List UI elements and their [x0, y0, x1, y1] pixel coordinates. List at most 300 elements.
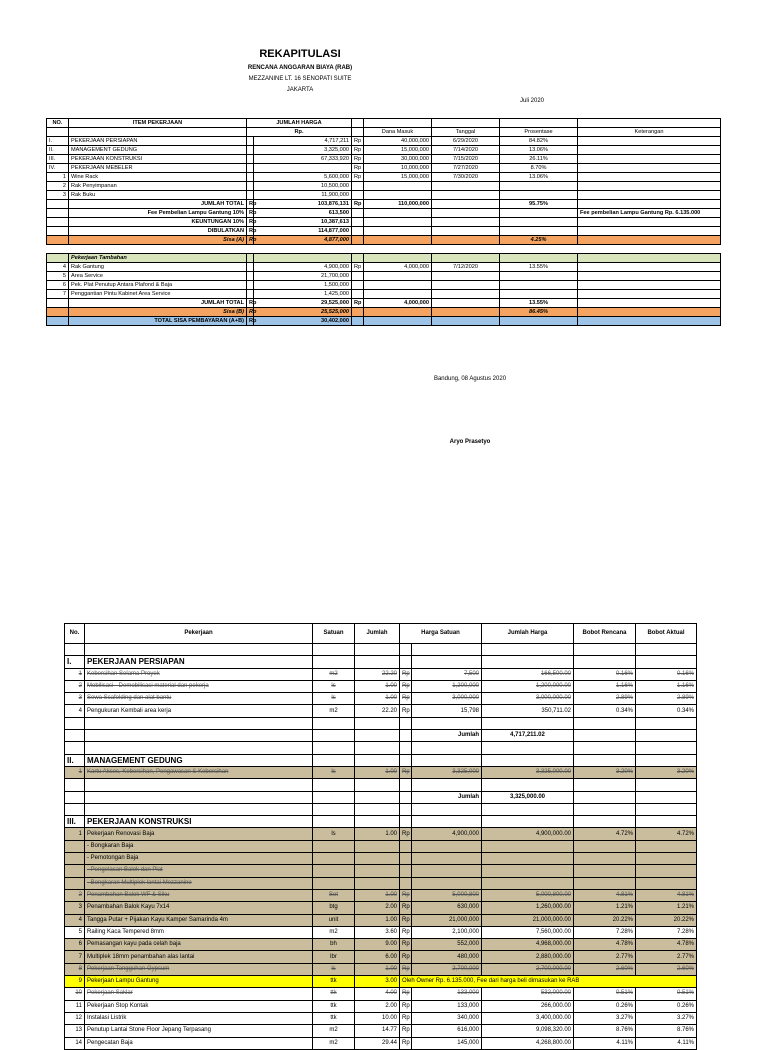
item-rp: [400, 840, 412, 852]
empty-cell: [313, 754, 355, 766]
item-rp: Rp: [400, 680, 412, 692]
item-plan-weight: 0.26%: [574, 1000, 636, 1012]
row-note: [578, 272, 721, 281]
item-total: [482, 853, 574, 865]
empty-cell: [355, 791, 400, 803]
sum-label: Sisa (A): [69, 236, 247, 245]
item-unit: ttk: [313, 988, 355, 1000]
sum-dana: 4,000,000: [364, 299, 432, 308]
row-amount: 67,333,920: [254, 155, 352, 164]
sum-pct: [500, 218, 578, 227]
row-dana: 40,000,000: [364, 137, 432, 146]
col-date: Tanggal: [432, 128, 500, 137]
recap-sisa-a-row: [47, 236, 721, 245]
row-amount: 4,900,000: [254, 263, 352, 272]
item-no: 8: [65, 963, 85, 975]
item-unit: m2: [313, 1025, 355, 1037]
sum-dana-rp: [352, 227, 364, 236]
row-amount: 1,425,000: [254, 290, 352, 299]
detail-item-row: [65, 877, 697, 889]
recap-extra-total-row: [47, 299, 721, 308]
item-total: [482, 865, 574, 877]
sum-pct: 4.25%: [500, 236, 578, 245]
sum-date: [432, 209, 500, 218]
item-name: Pengukuran Kembali area kerja: [85, 705, 313, 717]
col-item: [69, 128, 247, 137]
row-rp: [247, 182, 254, 191]
project-address: MEZZANINE LT. 16 SENOPATI SUITE: [248, 76, 352, 82]
sum-rp: Rp: [247, 299, 254, 308]
row-amount: 5,600,000: [254, 173, 352, 182]
detail-blank-row: [65, 717, 697, 729]
empty-cell: [412, 754, 482, 766]
item-no: 3: [65, 902, 85, 914]
sum-label: Sisa (B): [69, 308, 247, 317]
empty-cell: [355, 730, 400, 742]
row-date: 7/27/2020: [432, 164, 500, 173]
detail-section-row: [65, 656, 697, 668]
sum-no: [47, 308, 69, 317]
sum-dana: [364, 218, 432, 227]
row-pct: [500, 182, 578, 191]
item-note: Oleh Owner Rp. 6.135.000, Fee dari harga beli dimasukan ke RAB: [400, 976, 697, 988]
row-dana: 4,000,000: [364, 263, 432, 272]
empty-cell: [65, 730, 85, 742]
item-rp: Rp: [400, 889, 412, 901]
row-dana-rp: Rp: [352, 164, 364, 173]
detail-item-row: [65, 1012, 697, 1024]
row-rp: [247, 137, 254, 146]
item-name: Penutup Lantai Stone Floor Jepang Terpasang: [85, 1025, 313, 1037]
detail-section-row: [65, 816, 697, 828]
item-rp: Rp: [400, 963, 412, 975]
detail-table: [64, 623, 697, 1050]
section-title: PEKERJAAN KONSTRUKSI: [85, 816, 313, 828]
empty-cell: [636, 644, 697, 656]
item-unit: lbr: [313, 951, 355, 963]
sum-no: [47, 209, 69, 218]
item-total: 3,325,000.00: [482, 766, 574, 778]
col-actual-weight: Bobot Aktual: [636, 624, 697, 644]
empty-cell: [574, 717, 636, 729]
sum-amount: 4,877,000: [254, 236, 352, 245]
col-date: [432, 119, 500, 128]
empty-cell: [412, 656, 482, 668]
item-name: Kartu Akses, Kebersihan, Pengawasan & Kebersihan: [85, 766, 313, 778]
item-no: 1: [65, 766, 85, 778]
row-pct: 13.06%: [500, 173, 578, 182]
item-qty: 2.00: [355, 902, 400, 914]
item-qty: 1.00: [355, 766, 400, 778]
detail-sum-row: [65, 730, 697, 742]
item-no: [65, 865, 85, 877]
item-name: Pekerjaan Renovasi Baja: [85, 828, 313, 840]
col-gap: [352, 119, 364, 128]
recap-sisa-b-row: [47, 308, 721, 317]
sum-note: Fee pembelian Lampu Gantung Rp. 6.135.000: [578, 209, 721, 218]
sum-dana: [364, 308, 432, 317]
empty-cell: [412, 742, 482, 754]
item-plan-weight: 4.81%: [574, 889, 636, 901]
item-rp: Rp: [400, 693, 412, 705]
item-qty: 2.00: [355, 1000, 400, 1012]
item-qty: 1.00: [355, 963, 400, 975]
row-dana-rp: Rp: [352, 263, 364, 272]
row-item: Area Service: [69, 272, 247, 281]
col-unit: Satuan: [313, 624, 355, 644]
row-dana: [364, 290, 432, 299]
item-price: 3,325,000: [412, 766, 482, 778]
item-unit: [313, 877, 355, 889]
empty-cell: [355, 644, 400, 656]
empty-cell: [313, 816, 355, 828]
row-item: Rak Gantung: [69, 263, 247, 272]
item-price: 21,000,000: [412, 914, 482, 926]
empty-cell: [355, 656, 400, 668]
item-actual-weight: 4.78%: [636, 939, 697, 951]
item-total: 4,268,800.00: [482, 1037, 574, 1049]
row-dana: 30,000,000: [364, 155, 432, 164]
item-total: 1,260,000.00: [482, 902, 574, 914]
item-name: - Pemotongan Baja: [85, 853, 313, 865]
empty-cell: [482, 779, 574, 791]
recap-rounded-row: [47, 227, 721, 236]
item-unit: ls: [313, 766, 355, 778]
row-date: [432, 182, 500, 191]
item-name: Kebersihan Selama Proyek: [85, 668, 313, 680]
item-name: Railing Kaca Tempered 8mm: [85, 926, 313, 938]
col-dana: Dana Masuk: [364, 128, 432, 137]
item-rp: Rp: [400, 939, 412, 951]
item-price: 340,000: [412, 1012, 482, 1024]
col-total: Jumlah Harga: [482, 624, 574, 644]
empty-cell: [65, 742, 85, 754]
sum-date: [432, 317, 500, 326]
row-note: [578, 182, 721, 191]
detail-blank-row: [65, 742, 697, 754]
item-qty: 22.20: [355, 668, 400, 680]
row-amount: 3,325,000: [254, 146, 352, 155]
row-no: 6: [47, 281, 69, 290]
item-rp: Rp: [400, 926, 412, 938]
sum-dana: 110,000,000: [364, 200, 432, 209]
sum-amount: 30,402,000: [254, 317, 352, 326]
empty-cell: [313, 644, 355, 656]
item-rp: Rp: [400, 902, 412, 914]
recap-row: [47, 146, 721, 155]
item-plan-weight: 7.28%: [574, 926, 636, 938]
extra-empty: [352, 254, 364, 263]
row-date: 6/29/2020: [432, 137, 500, 146]
item-qty: 3.60: [355, 926, 400, 938]
detail-item-row: [65, 840, 697, 852]
recap-row: [47, 137, 721, 146]
recap-row: [47, 191, 721, 200]
row-note: [578, 191, 721, 200]
item-rp: Rp: [400, 668, 412, 680]
sum-amount: 25,525,000: [254, 308, 352, 317]
item-unit: m2: [313, 1037, 355, 1049]
sum-pct: [500, 227, 578, 236]
sum-note: [578, 299, 721, 308]
detail-item-row: [65, 693, 697, 705]
row-no: III.: [47, 155, 69, 164]
item-price: [412, 877, 482, 889]
recap-profit-row: [47, 218, 721, 227]
row-dana: 10,000,000: [364, 164, 432, 173]
item-price: 2,700,000: [412, 963, 482, 975]
row-no: 1: [47, 173, 69, 182]
item-total: 7,560,000.00: [482, 926, 574, 938]
row-rp: [247, 281, 254, 290]
item-qty: [355, 853, 400, 865]
row-rp: [247, 155, 254, 164]
item-no: 5: [65, 926, 85, 938]
item-unit: [313, 853, 355, 865]
row-pct: 26.11%: [500, 155, 578, 164]
item-rp: Rp: [400, 766, 412, 778]
item-actual-weight: 2.77%: [636, 951, 697, 963]
row-item: PEKERJAAN PERSIAPAN: [69, 137, 247, 146]
item-plan-weight: 0.34%: [574, 705, 636, 717]
row-dana-rp: [352, 281, 364, 290]
col-pct: [500, 119, 578, 128]
row-pct: [500, 281, 578, 290]
item-no: 4: [65, 914, 85, 926]
item-qty: [355, 865, 400, 877]
sum-dana: [364, 317, 432, 326]
item-name: Pekerjaan Lampu Gantung: [85, 976, 313, 988]
item-qty: 29.44: [355, 1037, 400, 1049]
row-no: 4: [47, 263, 69, 272]
detail-item-row: [65, 988, 697, 1000]
item-price: 15,798: [412, 705, 482, 717]
item-actual-weight: 3.20%: [636, 766, 697, 778]
item-price: 552,000: [412, 939, 482, 951]
empty-cell: [355, 742, 400, 754]
empty-cell: [574, 816, 636, 828]
item-name: Instalasi Listrik: [85, 1012, 313, 1024]
item-unit: bh: [313, 939, 355, 951]
sum-date: [432, 308, 500, 317]
empty-cell: [636, 816, 697, 828]
recap-row: [47, 182, 721, 191]
row-pct: [500, 290, 578, 299]
empty-cell: [400, 791, 412, 803]
item-name: Pekerjaan Saklar: [85, 988, 313, 1000]
recap-grand-total-row: [47, 317, 721, 326]
item-plan-weight: 3.20%: [574, 766, 636, 778]
item-unit: [313, 865, 355, 877]
item-unit: m2: [313, 926, 355, 938]
item-total: 2,880,000.00: [482, 951, 574, 963]
row-date: [432, 191, 500, 200]
item-total: 3,400,000.00: [482, 1012, 574, 1024]
row-no: II.: [47, 146, 69, 155]
recap-header-row: [47, 119, 721, 128]
row-dana: 15,000,000: [364, 146, 432, 155]
empty-cell: [355, 754, 400, 766]
item-total: 5,000,800.00: [482, 889, 574, 901]
col-plan-weight: Bobot Rencana: [574, 624, 636, 644]
sum-label: Jumlah: [412, 730, 482, 742]
item-total: 532,000.00: [482, 988, 574, 1000]
empty-cell: [636, 779, 697, 791]
empty-cell: [636, 803, 697, 815]
item-plan-weight: [574, 865, 636, 877]
row-date: 7/12/2020: [432, 263, 500, 272]
row-item: Rak Buku: [69, 191, 247, 200]
section-no: II.: [65, 754, 85, 766]
col-item: ITEM PEKERJAAN: [69, 119, 247, 128]
empty-cell: [313, 742, 355, 754]
detail-section-row: [65, 754, 697, 766]
sum-no: [47, 317, 69, 326]
sum-note: [578, 218, 721, 227]
row-item: PEKERJAAN KONSTRUKSI: [69, 155, 247, 164]
item-unit: m2: [313, 668, 355, 680]
sum-rp: Rp: [247, 209, 254, 218]
sum-dana-rp: [352, 317, 364, 326]
empty-cell: [85, 730, 313, 742]
item-total: 4,900,000.00: [482, 828, 574, 840]
sum-amount: 29,525,000: [254, 299, 352, 308]
item-plan-weight: 2.89%: [574, 693, 636, 705]
empty-cell: [85, 644, 313, 656]
item-unit: [313, 840, 355, 852]
extra-empty: [578, 254, 721, 263]
item-actual-weight: [636, 877, 697, 889]
item-total: 3,000,000.00: [482, 693, 574, 705]
sum-label: JUMLAH TOTAL: [69, 200, 247, 209]
row-note: [578, 146, 721, 155]
detail-item-row: [65, 1025, 697, 1037]
row-amount: 10,500,000: [254, 182, 352, 191]
item-plan-weight: [574, 877, 636, 889]
item-actual-weight: 8.76%: [636, 1025, 697, 1037]
col-unit-price: Harga Satuan: [400, 624, 482, 644]
empty-cell: [574, 803, 636, 815]
detail-header-row: [65, 624, 697, 644]
empty-cell: [574, 779, 636, 791]
item-qty: [355, 840, 400, 852]
empty-cell: [85, 779, 313, 791]
detail-item-row: [65, 889, 697, 901]
empty-cell: [412, 803, 482, 815]
sum-rp: Rp: [247, 227, 254, 236]
empty-cell: [85, 791, 313, 803]
item-name: Tangga Putar + Pijakan Kayu Kamper Samarinda 4m: [85, 914, 313, 926]
item-unit: ls: [313, 828, 355, 840]
row-dana-rp: Rp: [352, 137, 364, 146]
item-price: 5,000,800: [412, 889, 482, 901]
empty-cell: [313, 803, 355, 815]
row-dana-rp: [352, 182, 364, 191]
sum-label: DIBULATKAN: [69, 227, 247, 236]
row-amount: 11,900,000: [254, 191, 352, 200]
col-pct: Prosentase: [500, 128, 578, 137]
item-total: [482, 877, 574, 889]
row-rp: [247, 146, 254, 155]
row-pct: 8.70%: [500, 164, 578, 173]
empty-cell: [355, 816, 400, 828]
empty-cell: [574, 730, 636, 742]
item-plan-weight: 2.77%: [574, 951, 636, 963]
col-no: No.: [65, 624, 85, 644]
item-name: Pengecatan Baja: [85, 1037, 313, 1049]
detail-item-row: [65, 951, 697, 963]
empty-cell: [355, 779, 400, 791]
item-price: [412, 853, 482, 865]
sum-dana-rp: Rp: [352, 200, 364, 209]
detail-blank-row: [65, 779, 697, 791]
empty-cell: [313, 791, 355, 803]
item-unit: ttk: [313, 976, 355, 988]
item-no: 9: [65, 976, 85, 988]
row-date: [432, 272, 500, 281]
empty-cell: [400, 644, 412, 656]
empty-cell: [636, 730, 697, 742]
sum-pct: [500, 317, 578, 326]
row-no: IV.: [47, 164, 69, 173]
item-actual-weight: [636, 840, 697, 852]
empty-cell: [636, 742, 697, 754]
empty-cell: [65, 779, 85, 791]
row-date: [432, 290, 500, 299]
empty-cell: [313, 656, 355, 668]
detail-item-row: [65, 680, 697, 692]
detail-blank-row: [65, 644, 697, 656]
item-no: [65, 840, 85, 852]
item-price: 133,000: [412, 1000, 482, 1012]
sum-no: [47, 236, 69, 245]
col-amount: JUMLAH HARGA: [247, 119, 352, 128]
row-rp: [247, 173, 254, 182]
detail-item-row: [65, 865, 697, 877]
row-date: 7/30/2020: [432, 173, 500, 182]
item-actual-weight: 4.81%: [636, 889, 697, 901]
extra-empty: [254, 254, 352, 263]
item-no: 13: [65, 1025, 85, 1037]
item-no: 10: [65, 988, 85, 1000]
item-plan-weight: 2.60%: [574, 963, 636, 975]
item-rp: Rp: [400, 1000, 412, 1012]
sum-date: [432, 218, 500, 227]
empty-cell: [482, 803, 574, 815]
row-rp: [247, 191, 254, 200]
row-item: MANAGEMENT GEDUNG: [69, 146, 247, 155]
signature-place-date: Bandung, 08 Agustus 2020: [433, 376, 507, 382]
sum-no: [47, 299, 69, 308]
sum-note: [578, 317, 721, 326]
section-no: III.: [65, 816, 85, 828]
item-no: 7: [65, 951, 85, 963]
item-actual-weight: 2.60%: [636, 963, 697, 975]
gap-cell: [47, 245, 721, 254]
row-no: 3: [47, 191, 69, 200]
item-price: 4,900,000: [412, 828, 482, 840]
item-rp: Rp: [400, 705, 412, 717]
item-actual-weight: 7.28%: [636, 926, 697, 938]
sum-rp: Rp: [247, 236, 254, 245]
item-total: 1,200,000.00: [482, 680, 574, 692]
empty-cell: [400, 816, 412, 828]
sum-note: [578, 200, 721, 209]
item-price: 145,000: [412, 1037, 482, 1049]
detail-item-row: [65, 668, 697, 680]
row-dana-rp: [352, 272, 364, 281]
item-actual-weight: 1.16%: [636, 680, 697, 692]
